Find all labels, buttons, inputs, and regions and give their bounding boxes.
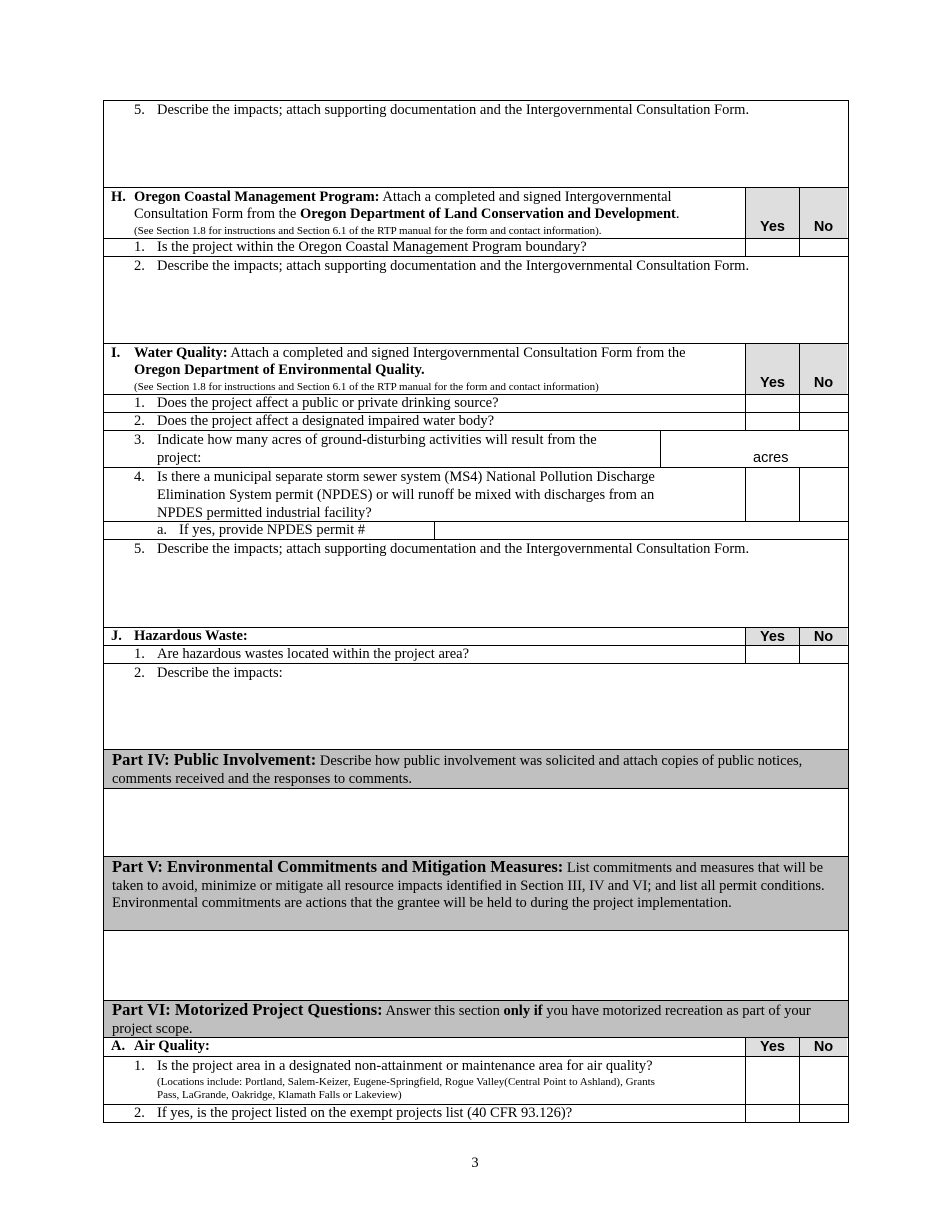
question-text: Describe the impacts; attach supporting documentation and the Intergovernmental Consultation Form.: [157, 102, 750, 118]
section-letter: H.: [111, 189, 126, 205]
yes-column-header: Yes: [745, 344, 799, 394]
yes-column-header: Yes: [745, 628, 799, 645]
section-i-q5-row[interactable]: [104, 540, 848, 628]
environmental-form-table: [103, 100, 849, 1123]
question-text: Describe the impacts:: [157, 665, 283, 681]
question-text: Is the project within the Oregon Coastal Management Program boundary?: [157, 239, 587, 255]
question-number: 3.: [134, 432, 145, 448]
question-text: Is there a municipal separate storm sewer system (MS4) National Pollution Discharge: [157, 469, 655, 485]
part-vi-text: Part VI: Motorized Project Questions: Answer this section only if you have motorized recreation as part of your project scope.: [112, 1000, 811, 1037]
question-text: Indicate how many acres of ground-disturbing activities will result from the: [157, 432, 597, 448]
section-i-q4-row: [104, 468, 848, 522]
section-i-heading: Water Quality: Attach a completed and signed Intergovernmental Consultation Form from the: [134, 345, 686, 361]
yes-column-header: Yes: [745, 1038, 799, 1056]
acres-unit-cell: [745, 431, 848, 467]
question-text-line2: project:: [157, 450, 202, 466]
section-j-q2-row[interactable]: [104, 664, 848, 750]
section-j-heading: Hazardous Waste:: [134, 628, 248, 644]
yes-checkbox-cell[interactable]: [745, 1105, 799, 1122]
question-number: 2.: [134, 1105, 145, 1121]
acres-label: acres: [753, 450, 789, 466]
section-h-q2-row[interactable]: [104, 257, 848, 344]
no-column-header: No: [799, 344, 847, 394]
no-checkbox-cell[interactable]: [799, 468, 847, 521]
question-number: 2.: [134, 665, 145, 681]
yes-column-header: Yes: [745, 188, 799, 238]
part-v-answer-area[interactable]: [104, 931, 848, 1001]
section-h-q1-row: [104, 239, 848, 257]
yes-checkbox-cell[interactable]: [745, 239, 799, 256]
section-a-heading: Air Quality:: [134, 1038, 210, 1054]
yes-checkbox-cell[interactable]: [745, 646, 799, 663]
yes-checkbox-cell[interactable]: [745, 468, 799, 521]
question-number: 5.: [134, 541, 145, 557]
section-i-note: (See Section 1.8 for instructions and Section 6.1 of the RTP manual for the form and contact information): [134, 381, 599, 393]
no-column-header: No: [799, 188, 847, 238]
no-checkbox-cell[interactable]: [799, 413, 847, 430]
section-g-q5-row: [104, 101, 848, 188]
section-h-heading-line2: Consultation Form from the Oregon Department of Land Conservation and Development.: [134, 206, 680, 222]
section-i-q1-row: [104, 395, 848, 413]
section-a-q2-row: [104, 1105, 848, 1123]
section-i-header: [104, 344, 848, 395]
section-i-q2-row: [104, 413, 848, 431]
part-iv-answer-area[interactable]: [104, 789, 848, 857]
question-text: Describe the impacts; attach supporting documentation and the Intergovernmental Consultation Form.: [157, 258, 750, 274]
question-text: Does the project affect a public or private drinking source?: [157, 395, 499, 411]
no-checkbox-cell[interactable]: [799, 395, 847, 412]
question-text: Is the project area in a designated non-attainment or maintenance area for air quality?: [157, 1058, 653, 1074]
question-number: 2.: [134, 258, 145, 274]
question-text: Are hazardous wastes located within the project area?: [157, 646, 470, 662]
question-number: 2.: [134, 413, 145, 429]
yes-checkbox-cell[interactable]: [745, 395, 799, 412]
section-a-header: [104, 1038, 848, 1057]
no-column-header: No: [799, 1038, 847, 1056]
question-number: 4.: [134, 469, 145, 485]
no-checkbox-cell[interactable]: [799, 1057, 847, 1104]
section-i-agency: Oregon Department of Environmental Quality.: [134, 362, 425, 378]
question-note-line1: (Locations include: Portland, Salem-Keizer, Eugene-Springfield, Rogue Valley(Central Point to Ashland), Grants: [157, 1076, 655, 1088]
part-iv-header: [104, 750, 848, 789]
section-h-note: (See Section 1.8 for instructions and Section 6.1 of the RTP manual for the form and contact information).: [134, 225, 602, 237]
question-text: If yes, is the project listed on the exempt projects list (40 CFR 93.126)?: [157, 1105, 573, 1121]
question-number: 1.: [134, 646, 145, 662]
no-checkbox-cell[interactable]: [799, 239, 847, 256]
question-number: 5.: [134, 102, 145, 118]
question-text: If yes, provide NPDES permit #: [179, 522, 366, 538]
no-column-header: No: [799, 628, 847, 645]
page-number: 3: [471, 1155, 479, 1171]
question-text-line2: Elimination System permit (NPDES) or will runoff be mixed with discharges from an: [157, 487, 655, 503]
section-h-heading: Oregon Coastal Management Program: Attach a completed and signed Intergovernmental: [134, 189, 672, 205]
section-i-q4a-row: [104, 522, 848, 540]
section-letter: I.: [111, 345, 121, 361]
section-i-q3-row: [104, 431, 848, 468]
part-v-text: Part V: Environmental Commitments and Mitigation Measures: List commitments and measures that will be taken to avoid, minimize or mitigate all resource impacts identified in Section III, IV and VI; and list all permit conditions. Environmental commitments are actions that the grantee will be held to during the project implementation.: [112, 857, 825, 911]
section-h-header: [104, 188, 848, 239]
question-number: 1.: [134, 395, 145, 411]
question-note-line2: Pass, LaGrande, Oakridge, Klamath Falls or Lakeview): [157, 1089, 402, 1101]
question-text: Describe the impacts; attach supporting documentation and the Intergovernmental Consultation Form.: [157, 541, 750, 557]
section-letter: A.: [111, 1038, 126, 1054]
part-v-header: [104, 857, 848, 931]
section-j-q1-row: [104, 646, 848, 664]
section-a-q1-row: [104, 1057, 848, 1105]
question-number: a.: [157, 522, 168, 538]
question-text-line3: NPDES permitted industrial facility?: [157, 505, 372, 521]
question-text: Does the project affect a designated impaired water body?: [157, 413, 495, 429]
part-vi-header: [104, 1001, 848, 1038]
question-number: 1.: [134, 239, 145, 255]
yes-checkbox-cell[interactable]: [745, 1057, 799, 1104]
acres-input[interactable]: [660, 431, 745, 467]
part-iv-text: Part IV: Public Involvement: Describe how public involvement was solicited and attach copies of public notices, comments received and the responses to comments.: [112, 750, 803, 787]
yes-checkbox-cell[interactable]: [745, 413, 799, 430]
section-j-header: [104, 628, 848, 646]
question-number: 1.: [134, 1058, 145, 1074]
no-checkbox-cell[interactable]: [799, 1105, 847, 1122]
section-letter: J.: [111, 628, 122, 644]
npdes-permit-input[interactable]: [434, 522, 848, 539]
no-checkbox-cell[interactable]: [799, 646, 847, 663]
